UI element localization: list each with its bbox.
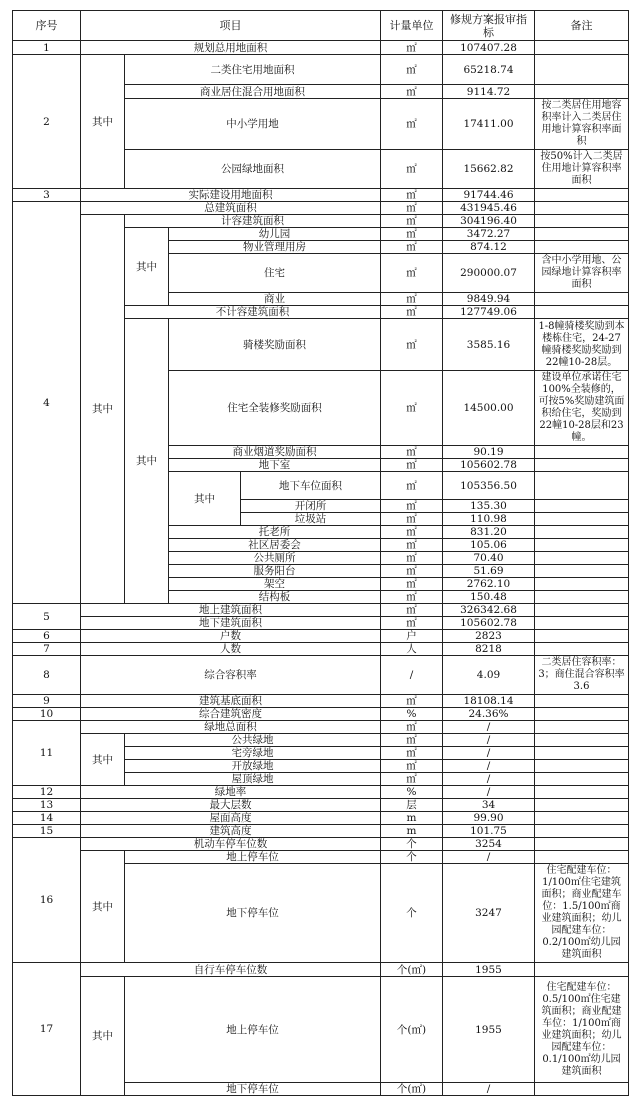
unit-cell: ㎡ (381, 472, 443, 500)
table-row (13, 656, 629, 695)
value-cell: 9849.94 (443, 293, 535, 306)
seq-cell: 6 (13, 630, 81, 643)
note-cell: 住宅配建车位：0.5/100㎡住宅建筑面积；商业配建车位：1/100㎡商业建筑面积；幼儿园配建车位：0.1/100㎡幼儿园建筑面积 (535, 977, 629, 1083)
value-cell: 105356.50 (443, 472, 535, 500)
value-cell: / (443, 734, 535, 747)
seq-cell: 4 (13, 202, 81, 604)
item-cell: 物业管理用房 (169, 241, 381, 254)
table-row (13, 799, 629, 812)
unit-cell: 个(㎡) (381, 977, 443, 1083)
unit-cell: ㎡ (381, 99, 443, 150)
item-cell: 地下停车位 (125, 864, 381, 963)
table-row (13, 963, 629, 977)
value-cell: 110.98 (443, 513, 535, 526)
unit-cell: 个 (381, 864, 443, 963)
table-row (13, 977, 629, 1083)
value-cell: 105602.78 (443, 459, 535, 472)
note-cell (535, 500, 629, 513)
note-cell: 住宅配建车位：1/100㎡住宅建筑面积；商业配建车位：1.5/100㎡商业建筑面积；幼儿园配建车位：0.2/100㎡幼儿园建筑面积 (535, 864, 629, 963)
unit-cell: 人 (381, 643, 443, 656)
item-cell: 开闭所 (241, 500, 381, 513)
value-cell: / (443, 773, 535, 786)
unit-cell: 层 (381, 799, 443, 812)
item-cell: 住宅 (169, 254, 381, 293)
note-cell (535, 578, 629, 591)
seq-cell: 15 (13, 825, 81, 838)
table-row (13, 734, 629, 747)
unit-cell: m (381, 812, 443, 825)
group-label-cell: 其中 (81, 977, 125, 1096)
item-cell: 服务阳台 (169, 565, 381, 578)
item-cell: 地下车位面积 (241, 472, 381, 500)
item-cell: 绿地总面积 (81, 721, 381, 734)
seq-cell: 13 (13, 799, 81, 812)
item-cell: 架空 (169, 578, 381, 591)
value-cell: 4.09 (443, 656, 535, 695)
item-cell: 宅旁绿地 (125, 747, 381, 760)
table-row (13, 41, 629, 55)
note-cell (535, 773, 629, 786)
value-cell: 101.75 (443, 825, 535, 838)
item-cell: 商业 (169, 293, 381, 306)
item-cell: 地下建筑面积 (81, 617, 381, 630)
item-cell: 户数 (81, 630, 381, 643)
header-note: 备注 (535, 11, 629, 41)
note-cell (535, 838, 629, 851)
unit-cell: ㎡ (381, 241, 443, 254)
value-cell: 3585.16 (443, 319, 535, 371)
item-cell: 二类住宅用地面积 (125, 55, 381, 85)
unit-cell: ㎡ (381, 319, 443, 371)
table-row (13, 55, 629, 85)
unit-cell: ㎡ (381, 760, 443, 773)
note-cell (535, 513, 629, 526)
unit-cell: ㎡ (381, 513, 443, 526)
unit-cell: % (381, 708, 443, 721)
seq-cell: 3 (13, 189, 81, 202)
value-cell: 2823 (443, 630, 535, 643)
note-cell (535, 747, 629, 760)
value-cell: 65218.74 (443, 55, 535, 85)
item-cell: 地上停车位 (125, 851, 381, 864)
item-cell: 幼儿园 (169, 228, 381, 241)
table-row (13, 604, 629, 617)
note-cell: 建设单位承诺住宅100%全装修的，可按5%奖励建筑面积给住宅，奖励到22幢10-28层和23幢。 (535, 371, 629, 446)
value-cell: 326342.68 (443, 604, 535, 617)
note-cell (535, 825, 629, 838)
unit-cell: / (381, 656, 443, 695)
note-cell (535, 565, 629, 578)
seq-cell: 1 (13, 41, 81, 55)
value-cell: 34 (443, 799, 535, 812)
value-cell: / (443, 1083, 535, 1096)
unit-cell: 个(㎡) (381, 963, 443, 977)
item-cell: 托老所 (169, 526, 381, 539)
item-cell: 屋顶绿地 (125, 773, 381, 786)
note-cell (535, 293, 629, 306)
group-label-cell: 其中 (81, 55, 125, 189)
unit-cell: % (381, 786, 443, 799)
value-cell: / (443, 747, 535, 760)
unit-cell: ㎡ (381, 306, 443, 319)
table-row (13, 630, 629, 643)
table-row (13, 215, 629, 228)
value-cell: 150.48 (443, 591, 535, 604)
item-cell: 地上建筑面积 (81, 604, 381, 617)
note-cell (535, 306, 629, 319)
seq-cell: 8 (13, 656, 81, 695)
item-cell: 综合容积率 (81, 656, 381, 695)
note-cell (535, 459, 629, 472)
unit-cell: ㎡ (381, 459, 443, 472)
note-cell (535, 630, 629, 643)
note-cell (535, 526, 629, 539)
seq-cell: 16 (13, 838, 81, 963)
note-cell (535, 643, 629, 656)
table-row (13, 838, 629, 851)
note-cell (535, 241, 629, 254)
table-row (13, 851, 629, 864)
item-cell: 住宅全装修奖励面积 (169, 371, 381, 446)
value-cell: 1955 (443, 977, 535, 1083)
unit-cell: ㎡ (381, 41, 443, 55)
unit-cell: ㎡ (381, 591, 443, 604)
value-cell: / (443, 851, 535, 864)
note-cell (535, 591, 629, 604)
item-cell: 建筑高度 (81, 825, 381, 838)
note-cell (535, 617, 629, 630)
unit-cell: ㎡ (381, 202, 443, 215)
table-row (13, 617, 629, 630)
unit-cell: ㎡ (381, 371, 443, 446)
item-cell: 人数 (81, 643, 381, 656)
item-cell: 规划总用地面积 (81, 41, 381, 55)
note-cell: 1-8幢骑楼奖励到本楼栋住宅，24-27幢骑楼奖励奖励到22幢10-28层。 (535, 319, 629, 371)
item-cell: 商业烟道奖励面积 (169, 446, 381, 459)
value-cell: 8218 (443, 643, 535, 656)
item-cell: 建筑基底面积 (81, 695, 381, 708)
value-cell: / (443, 786, 535, 799)
unit-cell: ㎡ (381, 617, 443, 630)
unit-cell: ㎡ (381, 604, 443, 617)
table-row (13, 708, 629, 721)
unit-cell: ㎡ (381, 565, 443, 578)
table-row (13, 786, 629, 799)
table-row (13, 721, 629, 734)
value-cell: 831.20 (443, 526, 535, 539)
seq-cell: 10 (13, 708, 81, 721)
value-cell: / (443, 760, 535, 773)
group-label-cell: 其中 (125, 319, 169, 604)
unit-cell: ㎡ (381, 55, 443, 85)
note-cell: 含中小学用地、公园绿地计算容积率面积 (535, 254, 629, 293)
unit-cell: ㎡ (381, 189, 443, 202)
note-cell (535, 708, 629, 721)
value-cell: 874.12 (443, 241, 535, 254)
unit-cell: ㎡ (381, 578, 443, 591)
group-label-cell: 其中 (81, 215, 125, 604)
value-cell: 70.40 (443, 552, 535, 565)
value-cell: 9114.72 (443, 85, 535, 99)
item-cell: 地上停车位 (125, 977, 381, 1083)
table-row (13, 202, 629, 215)
value-cell: 2762.10 (443, 578, 535, 591)
value-cell: 1955 (443, 963, 535, 977)
note-cell (535, 202, 629, 215)
item-cell: 实际建设用地面积 (81, 189, 381, 202)
unit-cell: ㎡ (381, 695, 443, 708)
unit-cell: ㎡ (381, 228, 443, 241)
header-seq: 序号 (13, 11, 81, 41)
unit-cell: ㎡ (381, 85, 443, 99)
note-cell (535, 552, 629, 565)
note-cell (535, 215, 629, 228)
value-cell: 431945.46 (443, 202, 535, 215)
note-cell (535, 799, 629, 812)
item-cell: 垃圾站 (241, 513, 381, 526)
planning-indicator-table (12, 10, 629, 1096)
value-cell: 15662.82 (443, 150, 535, 189)
header-unit: 计量单位 (381, 11, 443, 41)
value-cell: 107407.28 (443, 41, 535, 55)
note-cell (535, 189, 629, 202)
note-cell (535, 760, 629, 773)
item-cell: 地下室 (169, 459, 381, 472)
table-row (13, 189, 629, 202)
note-cell (535, 228, 629, 241)
unit-cell: ㎡ (381, 552, 443, 565)
item-cell: 公园绿地面积 (125, 150, 381, 189)
item-cell: 公共厕所 (169, 552, 381, 565)
unit-cell: ㎡ (381, 446, 443, 459)
note-cell (535, 472, 629, 500)
note-cell (535, 41, 629, 55)
value-cell: 24.36% (443, 708, 535, 721)
note-cell (535, 85, 629, 99)
note-cell (535, 55, 629, 85)
note-cell: 按50%计入二类居住用地计算容积率面积 (535, 150, 629, 189)
header-item: 项目 (81, 11, 381, 41)
note-cell (535, 446, 629, 459)
value-cell: 17411.00 (443, 99, 535, 150)
group-label-cell: 其中 (125, 228, 169, 306)
item-cell: 计容建筑面积 (125, 215, 381, 228)
group-label-cell: 其中 (81, 734, 125, 786)
unit-cell: ㎡ (381, 734, 443, 747)
unit-cell: ㎡ (381, 773, 443, 786)
note-cell (535, 734, 629, 747)
item-cell: 最大层数 (81, 799, 381, 812)
unit-cell: ㎡ (381, 721, 443, 734)
item-cell: 骑楼奖励面积 (169, 319, 381, 371)
item-cell: 社区居委会 (169, 539, 381, 552)
value-cell: 304196.40 (443, 215, 535, 228)
value-cell: 105.06 (443, 539, 535, 552)
table-row (13, 825, 629, 838)
item-cell: 自行车停车位数 (81, 963, 381, 977)
item-cell: 商业居住混合用地面积 (125, 85, 381, 99)
value-cell: 91744.46 (443, 189, 535, 202)
header-value: 修规方案报审指标 (443, 11, 535, 41)
value-cell: 18108.14 (443, 695, 535, 708)
note-cell (535, 786, 629, 799)
unit-cell: ㎡ (381, 526, 443, 539)
note-cell (535, 539, 629, 552)
item-cell: 总建筑面积 (81, 202, 381, 215)
note-cell: 按二类居住用地容积率计入二类居住用地计算容积率面积 (535, 99, 629, 150)
unit-cell: ㎡ (381, 293, 443, 306)
item-cell: 屋面高度 (81, 812, 381, 825)
seq-cell: 14 (13, 812, 81, 825)
note-cell (535, 1083, 629, 1096)
unit-cell: 个(㎡) (381, 1083, 443, 1096)
group-label-cell: 其中 (169, 472, 241, 526)
item-cell: 公共绿地 (125, 734, 381, 747)
value-cell: 14500.00 (443, 371, 535, 446)
item-cell: 开放绿地 (125, 760, 381, 773)
note-cell (535, 851, 629, 864)
unit-cell: ㎡ (381, 254, 443, 293)
header-row (13, 11, 629, 41)
item-cell: 绿地率 (81, 786, 381, 799)
unit-cell: 个 (381, 838, 443, 851)
unit-cell: ㎡ (381, 150, 443, 189)
seq-cell: 12 (13, 786, 81, 799)
seq-cell: 2 (13, 55, 81, 189)
item-cell: 综合建筑密度 (81, 708, 381, 721)
value-cell: 127749.06 (443, 306, 535, 319)
value-cell: 135.30 (443, 500, 535, 513)
unit-cell: ㎡ (381, 539, 443, 552)
seq-cell: 17 (13, 963, 81, 1096)
note-cell (535, 963, 629, 977)
value-cell: 3254 (443, 838, 535, 851)
item-cell: 不计容建筑面积 (125, 306, 381, 319)
value-cell: 290000.07 (443, 254, 535, 293)
table-row (13, 812, 629, 825)
item-cell: 结构板 (169, 591, 381, 604)
value-cell: 99.90 (443, 812, 535, 825)
seq-cell: 9 (13, 695, 81, 708)
item-cell: 机动车停车位数 (81, 838, 381, 851)
unit-cell: ㎡ (381, 500, 443, 513)
indicator-table-sheet (12, 10, 628, 1095)
seq-cell: 11 (13, 721, 81, 786)
value-cell: 3247 (443, 864, 535, 963)
group-label-cell: 其中 (81, 851, 125, 963)
unit-cell: ㎡ (381, 215, 443, 228)
item-cell: 中小学用地 (125, 99, 381, 150)
unit-cell: m (381, 825, 443, 838)
unit-cell: 户 (381, 630, 443, 643)
unit-cell: 个 (381, 851, 443, 864)
table-row (13, 643, 629, 656)
note-cell (535, 812, 629, 825)
value-cell: 90.19 (443, 446, 535, 459)
note-cell (535, 604, 629, 617)
seq-cell: 5 (13, 604, 81, 630)
value-cell: 105602.78 (443, 617, 535, 630)
note-cell: 二类居住容积率：3；商住混合容积率3.6 (535, 656, 629, 695)
seq-cell: 7 (13, 643, 81, 656)
unit-cell: ㎡ (381, 747, 443, 760)
item-cell: 地下停车位 (125, 1083, 381, 1096)
table-row (13, 695, 629, 708)
value-cell: / (443, 721, 535, 734)
value-cell: 51.69 (443, 565, 535, 578)
note-cell (535, 721, 629, 734)
note-cell (535, 695, 629, 708)
value-cell: 3472.27 (443, 228, 535, 241)
